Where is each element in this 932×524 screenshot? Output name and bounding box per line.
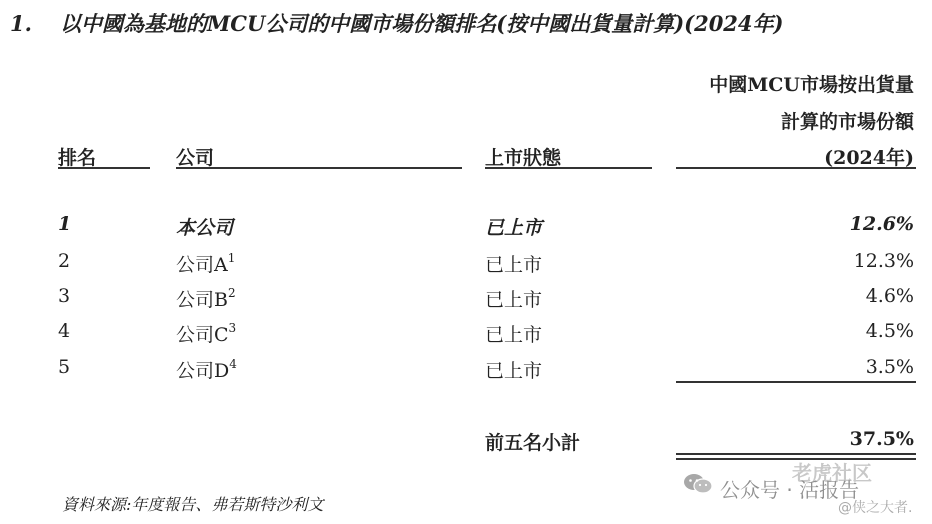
source-note: 資料來源:年度報告、弗若斯特沙利文 <box>62 495 324 514</box>
row-3-rank: 3 <box>58 285 71 307</box>
row-2-share: 12.3% <box>853 250 914 272</box>
row-4-status: 已上市 <box>485 324 543 346</box>
subtotal-value: 37.5% <box>849 428 914 450</box>
share-header-rule <box>676 167 916 169</box>
share-header-line3: (2024年) <box>824 147 914 169</box>
row-4-footnote: 3 <box>228 320 237 335</box>
row-1-share: 12.6% <box>849 213 914 235</box>
watermark-channel: 公众号 · 活报告 <box>720 478 860 502</box>
company-header: 公司 <box>176 147 215 169</box>
row-4-company-name: 公司C <box>176 324 229 346</box>
rank-header-rule <box>58 167 150 169</box>
row-5-footnote: 4 <box>229 356 237 371</box>
row-3-company <box>176 285 236 312</box>
wechat-icon <box>683 473 713 495</box>
row-3-status: 已上市 <box>485 289 543 311</box>
row-5-company-name: 公司D <box>176 360 230 382</box>
row-4-rank: 4 <box>58 320 71 342</box>
row-2-company <box>176 250 235 277</box>
row-2-status: 已上市 <box>485 254 543 276</box>
company-header-rule <box>176 167 462 169</box>
row-5-status: 已上市 <box>485 360 543 382</box>
rank-header: 排名 <box>58 147 97 169</box>
row-3-footnote: 2 <box>227 285 236 300</box>
row-4-share: 4.5% <box>865 320 914 342</box>
subtotal-top-rule <box>676 381 916 383</box>
row-2-company-name: 公司A <box>176 254 228 276</box>
section-number: 1. <box>10 11 32 36</box>
subtotal-double-rule-top <box>676 453 916 455</box>
watermark-site: 老虎社区 <box>792 461 872 485</box>
row-3-share: 4.6% <box>865 285 914 307</box>
row-5-company <box>176 356 237 383</box>
row-1-company: 本公司 <box>176 217 234 239</box>
share-header-line1: 中國MCU市場按出貨量 <box>709 74 914 96</box>
row-1-status: 已上市 <box>485 217 543 239</box>
row-2-footnote: 1 <box>227 250 236 265</box>
row-5-rank: 5 <box>58 356 71 378</box>
status-header-rule <box>485 167 652 169</box>
section-heading <box>10 8 783 38</box>
row-1-rank: 1 <box>58 213 72 235</box>
row-3-company-name: 公司B <box>176 289 228 311</box>
status-header: 上市狀態 <box>485 147 562 169</box>
watermark-author: @侠之大者. <box>838 500 913 516</box>
section-title: 以中國為基地的MCU公司的中國市場份額排名(按中國出貨量計算)(2024年) <box>60 11 784 36</box>
subtotal-label: 前五名小計 <box>485 432 581 454</box>
row-4-company <box>176 320 236 347</box>
row-5-share: 3.5% <box>865 356 914 378</box>
share-header-line2: 計算的市場份額 <box>780 111 914 133</box>
row-2-rank: 2 <box>58 250 71 272</box>
